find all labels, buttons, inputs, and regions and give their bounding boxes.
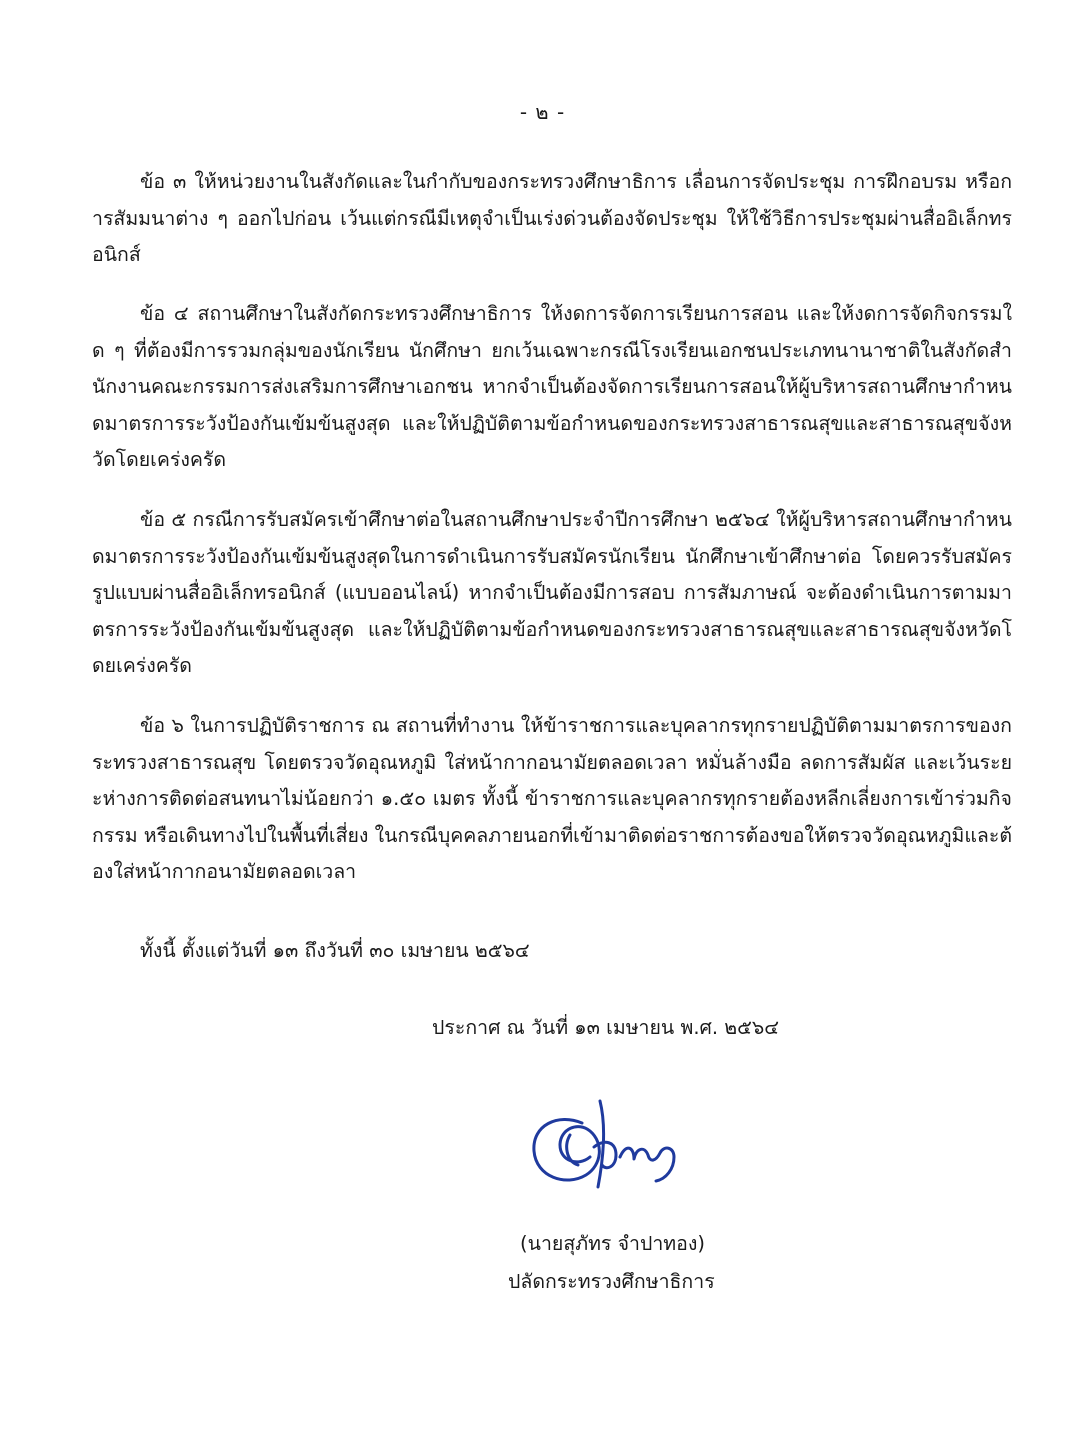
- clause-5-text: ข้อ ๕ กรณีการรับสมัครเข้าศึกษาต่อในสถานศึกษาประจำปีการศึกษา ๒๕๖๔ ให้ผู้บริหารสถานศึกษากำหนดมาตรการระวังป้องกันเข้มข้นสูงสุดในการดำเนินการรับสมัครนักเรียน นักศึกษาเข้าศึกษาต่อ โดยควรรับสมัครรูปแบบผ่านสื่ออิเล็กทรอนิกส์ (แบบออนไลน์) หากจำเป็นต้องมีการสอบ การสัมภาษณ์ จะต้องดำเนินการตามมาตรการระวังป้องกันเข้มข้นสูงสุด และให้ปฏิบัติตามข้อกำหนดของกระทรวงสาธารณสุขและสาธารณสุขจังหวัดโดยเคร่งครัด: [92, 508, 1012, 677]
- clause-6-paragraph: [92, 708, 1012, 891]
- clause-4-paragraph: [92, 296, 1012, 479]
- effective-period-paragraph: [92, 933, 1012, 970]
- clause-5-paragraph: [92, 502, 1012, 685]
- announcement-dateline: ประกาศ ณ วันที่ ๑๓ เมษายน พ.ศ. ๒๕๖๔: [432, 1016, 780, 1039]
- clause-4-text: ข้อ ๔ สถานศึกษาในสังกัดกระทรวงศึกษาธิการ ให้งดการจัดการเรียนการสอน และให้งดการจัดกิจกรรมใด ๆ ที่ต้องมีการรวมกลุ่มของนักเรียน นักศึกษา ยกเว้นเฉพาะกรณีโรงเรียนเอกชนประเภทนานาชาติในสังกัดสำนักงานคณะกรรมการส่งเสริมการศึกษาเอกชน หากจำเป็นต้องจัดการเรียนการสอนให้ผู้บริหารสถานศึกษากำหนดมาตรการระวังป้องกันเข้มข้นสูงสุด และให้ปฏิบัติตามข้อกำหนดของกระทรวงสาธารณสุขและสาธารณสุขจังหวัดโดยเคร่งครัด: [92, 302, 1012, 471]
- effective-period-text: ทั้งนี้ ตั้งแต่วันที่ ๑๓ ถึงวันที่ ๓๐ เมษายน ๒๕๖๔: [140, 939, 530, 962]
- signer-title: ปลัดกระทรวงศึกษาธิการ: [508, 1270, 715, 1293]
- page-number: - ๒ -: [519, 100, 566, 124]
- signature-stroke-tall: [594, 1101, 616, 1187]
- signer-name: (นายสุภัทร จำปาทอง): [520, 1232, 705, 1255]
- clause-3-paragraph: [92, 164, 1012, 274]
- handwritten-signature-icon: [520, 1095, 700, 1205]
- clause-6-text: ข้อ ๖ ในการปฏิบัติราชการ ณ สถานที่ทำงาน ให้ข้าราชการและบุคลากรทุกรายปฏิบัติตามมาตรการของกระทรวงสาธารณสุข โดยตรวจวัดอุณหภูมิ ใส่หน้ากากอนามัยตลอดเวลา หมั่นล้างมือ ลดการสัมผัส และเว้นระยะห่างการติดต่อสนทนาไม่น้อยกว่า ๑.๕๐ เมตร ทั้งนี้ ข้าราชการและบุคลากรทุกรายต้องหลีกเลี่ยงการเข้าร่วมกิจกรรม หรือเดินทางไปในพื้นที่เสี่ยง ในกรณีบุคคลภายนอกที่เข้ามาติดต่อราชการต้องขอให้ตรวจวัดอุณหภูมิและต้องใส่หน้ากากอนามัยตลอดเวลา: [92, 714, 1012, 883]
- clause-3-text: ข้อ ๓ ให้หน่วยงานในสังกัดและในกำกับของกระทรวงศึกษาธิการ เลื่อนการจัดประชุม การฝึกอบรม หรือการสัมมนาต่าง ๆ ออกไปก่อน เว้นแต่กรณีมีเหตุจำเป็นเร่งด่วนต้องจัดประชุม ให้ใช้วิธีการประชุมผ่านสื่ออิเล็กทรอนิกส์: [92, 170, 1012, 266]
- signature-stroke-tail: [620, 1148, 674, 1181]
